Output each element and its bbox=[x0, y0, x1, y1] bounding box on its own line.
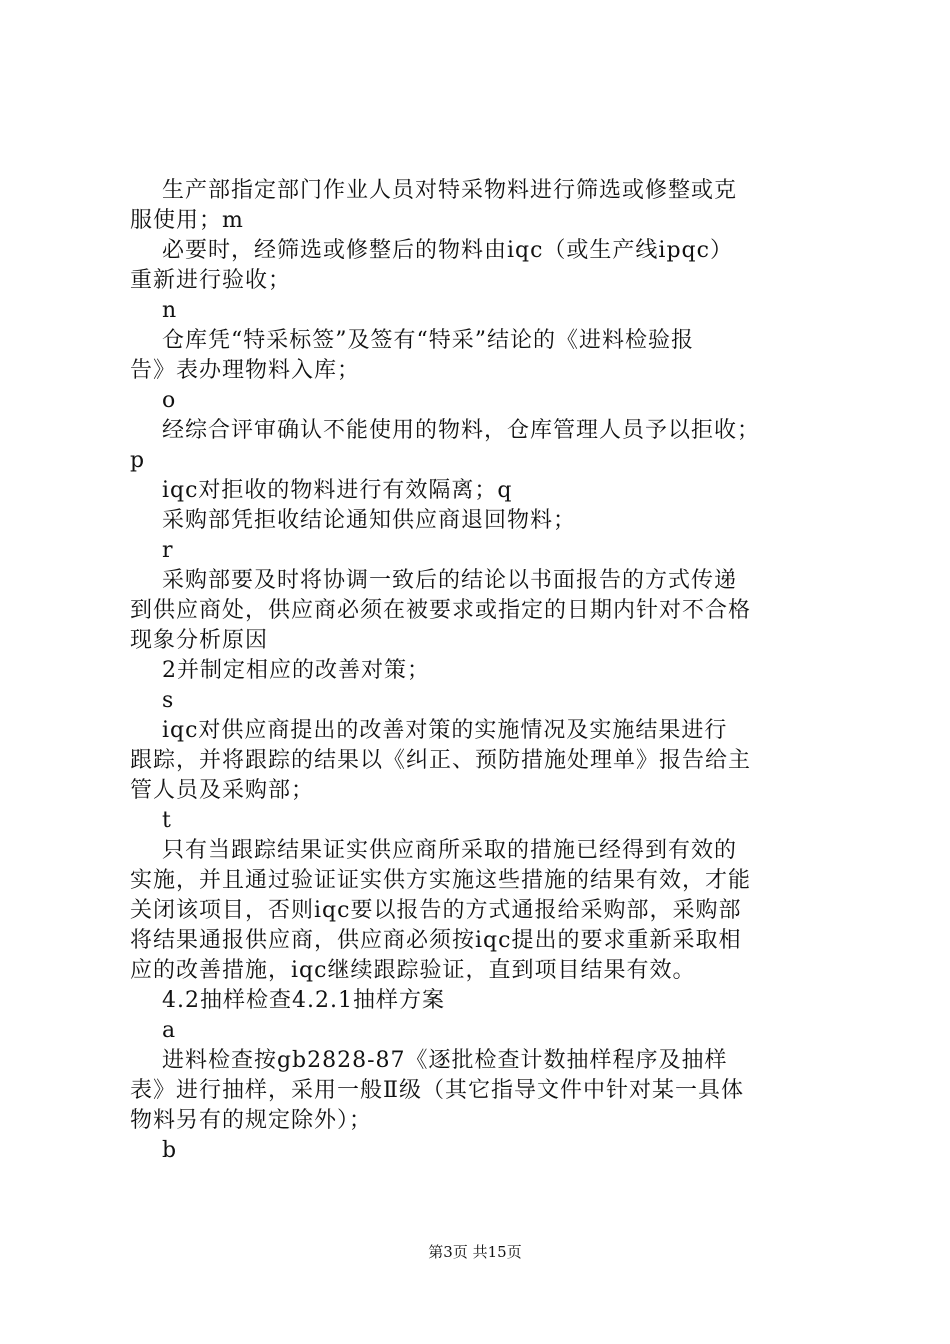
text-line: 管人员及采购部； bbox=[130, 778, 315, 803]
text-line: 重新进行验收； bbox=[130, 268, 292, 293]
text-line: b bbox=[130, 1138, 178, 1163]
text-line: 实施，并且通过验证证实供方实施这些措施的结果有效，才能 bbox=[130, 868, 752, 893]
text-line: 表》进行抽样，采用一般Ⅱ级（其它指导文件中针对某一具体 bbox=[130, 1078, 744, 1103]
text-line: 到供应商处，供应商必须在被要求或指定的日期内针对不合格 bbox=[130, 598, 752, 623]
text-line: 现象分析原因 bbox=[130, 628, 269, 653]
text-line: r bbox=[130, 538, 174, 563]
text-line: 将结果通报供应商，供应商必须按iqc提出的要求重新采取相 bbox=[130, 928, 742, 953]
document-body bbox=[130, 176, 840, 1166]
text-line: 物料另有的规定除外）； bbox=[130, 1108, 373, 1133]
text-line: 仓库凭“特采标签”及签有“特采”结论的《进料检验报 bbox=[130, 328, 694, 353]
text-line: p bbox=[130, 448, 146, 473]
text-line: s bbox=[130, 688, 175, 713]
text-line: 只有当跟踪结果证实供应商所采取的措施已经得到有效的 bbox=[130, 838, 737, 863]
text-line: 进料检查按gb2828-87《逐批检查计数抽样程序及抽样 bbox=[130, 1048, 728, 1073]
text-line: 关闭该项目，否则iqc要以报告的方式通报给采购部，采购部 bbox=[130, 898, 742, 923]
text-line: iqc对拒收的物料进行有效隔离；q bbox=[130, 478, 513, 503]
text-line: 服使用；m bbox=[130, 208, 244, 233]
text-line: 应的改善措施，iqc继续跟踪验证，直到项目结果有效。 bbox=[130, 958, 696, 983]
text-line: 必要时，经筛选或修整后的物料由iqc（或生产线ipqc） bbox=[130, 238, 733, 263]
text-line: o bbox=[130, 388, 177, 413]
text-line: 采购部要及时将协调一致后的结论以书面报告的方式传递 bbox=[130, 568, 737, 593]
text-line: 4.2抽样检查4.2.1抽样方案 bbox=[130, 988, 445, 1013]
text-line: 2并制定相应的改善对策； bbox=[130, 658, 430, 683]
text-line: 跟踪，并将跟踪的结果以《纠正、预防措施处理单》报告给主 bbox=[130, 748, 752, 773]
text-line: a bbox=[130, 1018, 177, 1043]
text-line: 采购部凭拒收结论通知供应商退回物料； bbox=[130, 508, 576, 533]
page-number-footer: 第3页 共15页 bbox=[428, 1243, 522, 1261]
text-line: n bbox=[130, 298, 178, 323]
text-line: t bbox=[130, 808, 172, 833]
text-line: 生产部指定部门作业人员对特采物料进行筛选或修整或克 bbox=[130, 178, 737, 203]
text-line: 经综合评审确认不能使用的物料，仓库管理人员予以拒收； bbox=[130, 418, 760, 443]
text-line: iqc对供应商提出的改善对策的实施情况及实施结果进行 bbox=[130, 718, 728, 743]
text-line: 告》表办理物料入库； bbox=[130, 358, 361, 383]
